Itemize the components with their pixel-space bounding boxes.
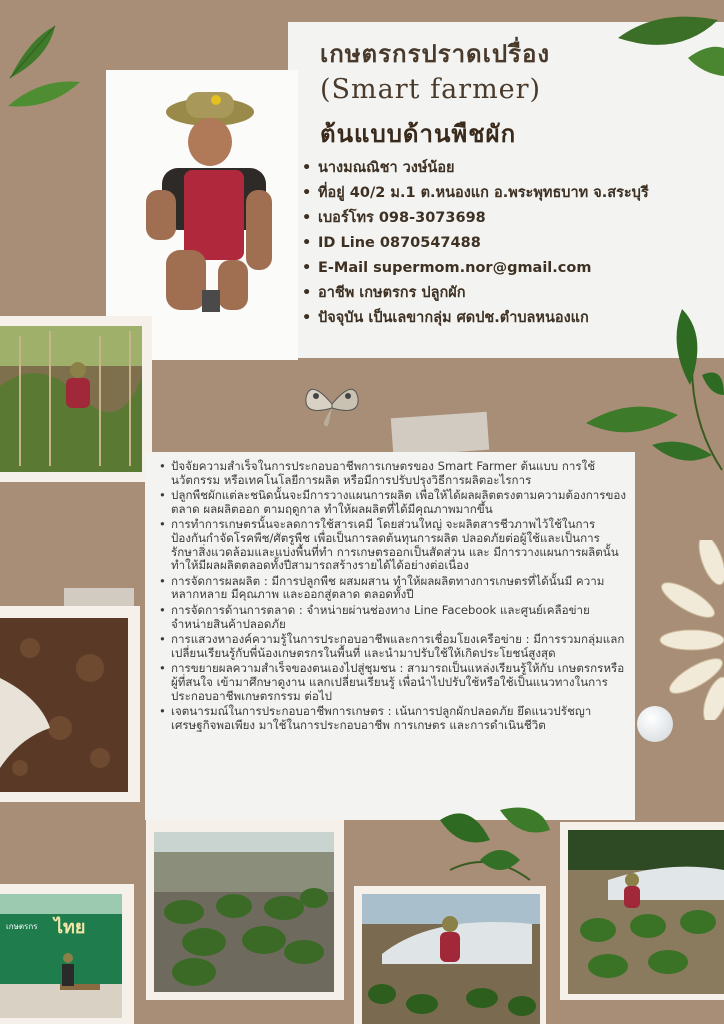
detail-item: • การขยายผลความสำเร็จของตนเองไปสู่ชุมชน : สามารถเป็นแหล่งเรียนรู้ให้กับ เกษตรกรหรือผู้ที่สนใจ เข้ามาศึกษาดูงาน แลกเปลี่ยนเรียนรู้ เพื่อนำไปปรับใช้หรือใช้เป็นแนวทางในการประกอบอาชีพเกษตรกรรม ต่อไป xyxy=(159,662,627,703)
garden-photo xyxy=(0,326,142,472)
banner-big-text: ไทย xyxy=(54,917,86,938)
detail-item: • การจัดการผลผลิต : มีการปลูกพืช ผสมผสาน ทำให้ผลผลิตทางการเกษตรที่ได้นั้นมี ความหลากหลาย มีคุณภาพ และออกสู่ตลาด ตลอดทั้งปี xyxy=(159,575,627,602)
farmer-nursery-photo xyxy=(362,894,540,1024)
detail-item: • การทำการเกษตรนั้นจะลดการใช้สารเคมี โดยส่วนใหญ่ จะผลิตสารชีวภาพไว้ใช้ในการป้องกันกำจัดโรคพืช/ศัตรูพืช เพื่อเป็นการลดต้นทุนการผลิต ปลอดภัยต่อผู้ใช้และเป็นการรักษาสิ่งแวดล้อมและแบ่งพื้นที่ทำ การเกษตรออกเป็นสัดส่วน และ มีการวางแผนการผลิตนั้น ทำให้มีผลผลิตตลอดทั้งปีสามารถสร้างรายได้ได้อย่างต่อเนื่อง xyxy=(159,518,627,572)
pearl-icon xyxy=(637,706,673,742)
nursery-photo xyxy=(154,832,334,992)
title-line-2: (Smart farmer) xyxy=(320,74,542,105)
profile-email: • E-Mail supermom.nor@gmail.com xyxy=(302,256,722,281)
detail-item: • การแสวงหาองค์ความรู้ในการประกอบอาชีพและการเชื่อมโยงเครือข่าย : มีการรวมกลุ่มแลกเปลี่ยนเรียนรู้กับพี่น้องเกษตรกรในพื้นที่ และนำมาปรับใช้ให้เกิดประโยชน์สูงสุด xyxy=(159,633,627,660)
greenhouse-photo xyxy=(568,830,724,994)
leaf-branch-icon xyxy=(0,18,110,108)
details-list xyxy=(159,460,627,734)
banner-small-text: เกษตรกร xyxy=(6,922,38,931)
soil-photo xyxy=(0,618,128,792)
butterfly-icon xyxy=(300,378,364,430)
leaf-icon xyxy=(608,8,724,78)
profile-phone: • เบอร์โทร 098-3073698 xyxy=(302,206,722,231)
profile-address: • ที่อยู่ 40/2 ม.1 ต.หนองแก อ.พระพุทธบาท จ.สระบุรี xyxy=(302,181,722,206)
banner-photo xyxy=(0,894,122,1018)
tape-strip xyxy=(64,588,134,606)
detail-item: • ปัจจัยความสำเร็จในการประกอบอาชีพการเกษตรของ Smart Farmer ต้นแบบ การใช้นวัตกรรม หรือเทคโนโลยีการผลิต หรือมีการปรับปรุงวิธีการผลิตอะไรการ xyxy=(159,460,627,487)
title-line-3: ต้นแบบด้านพืชผัก xyxy=(320,120,517,148)
leaf-branch-icon xyxy=(582,305,724,475)
detail-item: • เจตนารมณ์ในการประกอบอาชีพการเกษตร : เน้นการปลูกผักปลอดภัย ยึดแนวปรัชญา เศรษฐกิจพอเพียง มาใช้ในการประกอบอาชีพ การเกษตร และการดำเนินชีวิต xyxy=(159,705,627,732)
profile-occupation: • อาชีพ เกษตรกร ปลูกผัก xyxy=(302,281,722,306)
title-line-1: เกษตรกรปราดเปรื่อง xyxy=(320,40,551,68)
profile-line-id: • ID Line 0870547488 xyxy=(302,231,722,256)
leaf-branch-icon xyxy=(430,800,560,890)
details-card xyxy=(145,452,635,820)
profile-position: • ปัจจุบัน เป็นเลขากลุ่ม ศดปช.ตำบลหนองแก xyxy=(302,306,722,331)
detail-item: • การจัดการด้านการตลาด : จำหน่ายผ่านช่องทาง Line Facebook และศูนย์เคลือข่ายจำหน่ายสินค้าปลอดภัย xyxy=(159,604,627,631)
detail-item: • ปลูกพืชผักแต่ละชนิดนั้นจะมีการวางแผนการผลิต เพื่อให้ได้ผลผลิตตรงตามความต้องการของตลาด ผลผลิตออก ตามฤดูกาล ทำให้ผลผลิตที่ได้มีคุณภาพมากขึ้น xyxy=(159,489,627,516)
flower-icon xyxy=(652,540,724,720)
profile-name: • นางมณณิชา วงษ์น้อย xyxy=(302,156,722,181)
tape-strip xyxy=(391,412,489,457)
